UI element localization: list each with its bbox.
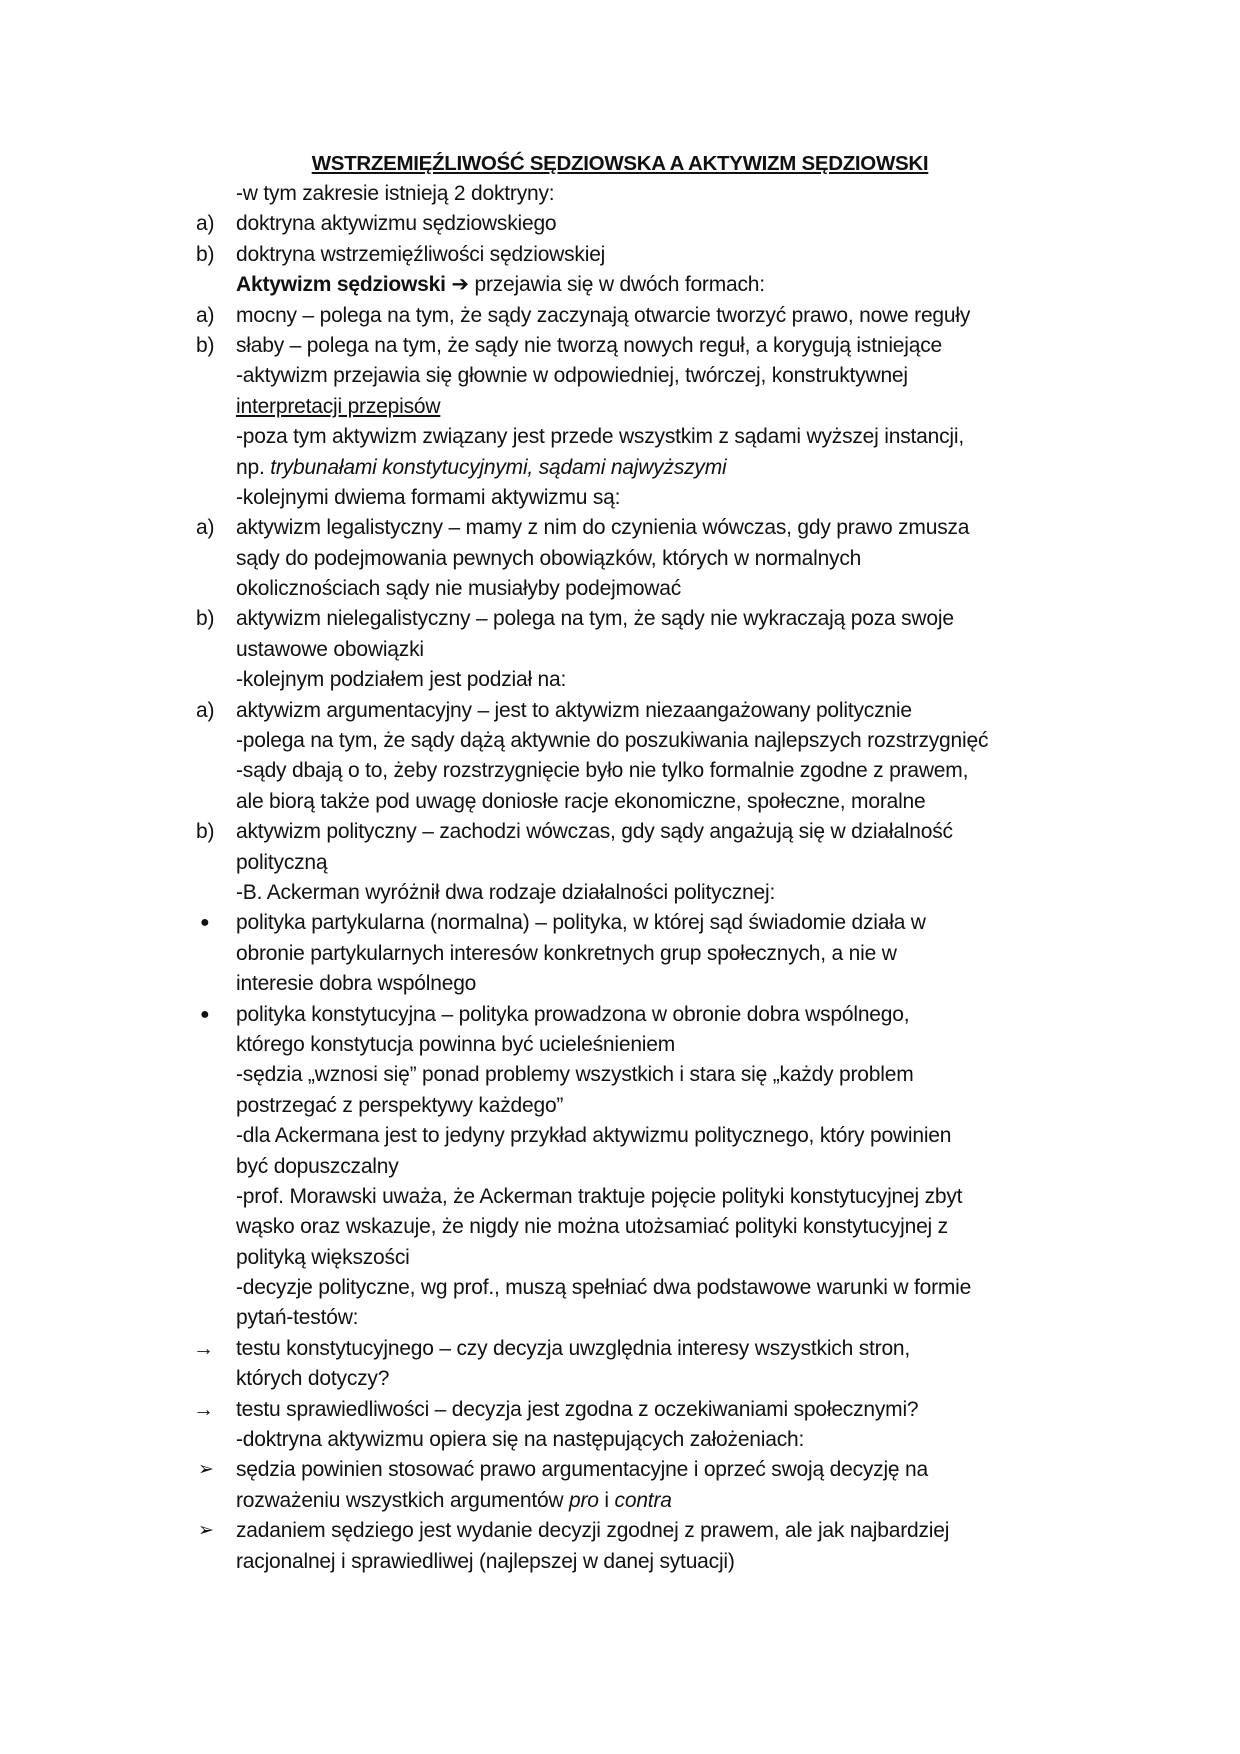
text-line: -B. Ackerman wyróżnił dwa rodzaje działalności politycznej: — [236, 880, 776, 904]
text-line: obronie partykularnych interesów konkretnych grup społecznych, a nie w — [236, 941, 897, 965]
text-line — [196, 392, 1076, 422]
list-marker-b: b) — [196, 820, 215, 844]
text-line: -w tym zakresie istnieją 2 doktryny: — [236, 182, 555, 205]
triangle-bullet-icon: ➢ — [198, 1520, 214, 1542]
list-item-a: a) doktryna aktywizmu sędziowskiego — [196, 209, 1076, 239]
arrow-item: → testu sprawiedliwości – decyzja jest zgodna z oczekiwaniami społecznymi? — [196, 1395, 1076, 1425]
list-marker-a: a) — [196, 212, 215, 236]
bullet-icon: ● — [200, 1005, 210, 1023]
document-body — [193, 179, 1076, 1577]
section-heading-aktywizm: Aktywizm sędziowski ➔ przejawia się w dwóch formach: — [236, 273, 765, 297]
list-marker-b: b) — [196, 607, 215, 631]
text-line: okolicznościach sądy nie musiałyby podejmować — [236, 577, 682, 601]
text-line: ale biorą także pod uwagę doniosłe racje ekonomiczne, społeczne, moralne — [236, 789, 926, 813]
text-line: interesie dobra wspólnego — [236, 972, 477, 996]
arrow-right-icon: → — [193, 1336, 214, 1360]
text-line: rozważeniu wszystkich argumentów pro i contra — [236, 1488, 672, 1512]
text-line: -kolejnymi dwiema formami aktywizmu są: — [236, 485, 621, 509]
arrow-item: → testu konstytucyjnego – czy decyzja uwzględnia interesy wszystkich stron, — [196, 1334, 1076, 1364]
list-marker-b: b) — [196, 333, 215, 357]
list-item-b: b) aktywizm nielegalistyczny – polega na tym, że sądy nie wykraczają poza swoje — [196, 604, 1076, 634]
list-marker-a: a) — [196, 698, 215, 722]
list-marker-a: a) — [196, 303, 215, 327]
text-line: -kolejnym podziałem jest podział na: — [236, 668, 567, 692]
text-line: których dotyczy? — [236, 1367, 390, 1391]
text-line: -poza tym aktywizm związany jest przede wszystkim z sądami wyższej instancji, — [236, 425, 964, 449]
text-line: być dopuszczalny — [236, 1154, 399, 1178]
text-line: -aktywizm przejawia się głownie w odpowiedniej, twórczej, konstruktywnej — [236, 364, 908, 388]
text-line: -sędzia „wznosi się” ponad problemy wszystkich i stara się „każdy problem — [236, 1063, 914, 1087]
text-line: którego konstytucja powinna być ucieleśnieniem — [236, 1032, 676, 1056]
triangle-bullet-icon: ➢ — [198, 1459, 214, 1481]
text-line: -polega na tym, że sądy dążą aktywnie do poszukiwania najlepszych rozstrzygnięć — [236, 729, 989, 753]
underlined-phrase: interpretacji przepisów — [236, 394, 441, 418]
list-marker-b: b) — [196, 242, 215, 266]
text-line: polityczną — [236, 850, 328, 874]
text-line: np. trybunałami konstytucyjnymi, sądami najwyższymi — [236, 455, 727, 479]
text-line: ustawowe obowiązki — [236, 637, 424, 661]
list-item-b: b) słaby – polega na tym, że sądy nie tworzą nowych reguł, a korygują istniejące — [196, 331, 1076, 361]
list-marker-a: a) — [196, 516, 215, 540]
text-line: -sądy dbają o to, żeby rozstrzygnięcie było nie tylko formalnie zgodne z prawem, — [236, 759, 969, 783]
bold-arrow-icon: ➔ — [451, 273, 469, 297]
bullet-item: ● polityka konstytucyjna – polityka prowadzona w obronie dobra wspólnego, — [196, 1000, 1076, 1030]
bullet-icon: ● — [200, 914, 210, 932]
text-line: racjonalnej i sprawiedliwej (najlepszej w danej sytuacji) — [236, 1549, 735, 1573]
text-line: sądy do podejmowania pewnych obowiązków, których w normalnych — [236, 546, 862, 570]
document-title: WSTRZEMIĘŹLIWOŚĆ SĘDZIOWSKA A AKTYWIZM SĘDZIOWSKI — [311, 152, 929, 175]
text-line: -decyzje polityczne, wg prof., muszą spełniać dwa podstawowe warunki w formie — [236, 1276, 972, 1300]
triangle-item: ➢ zadaniem sędziego jest wydanie decyzji zgodnej z prawem, ale jak najbardziej — [196, 1516, 1076, 1546]
list-item-b: b) aktywizm polityczny – zachodzi wówczas, gdy sądy angażują się w działalność — [196, 817, 1076, 847]
text-line: -dla Ackermana jest to jedyny przykład aktywizmu politycznego, który powinien — [236, 1124, 952, 1148]
text-line: -prof. Morawski uważa, że Ackerman traktuje pojęcie polityki konstytucyjnej zbyt — [236, 1184, 963, 1208]
bullet-item: ● polityka partykularna (normalna) – polityka, w której sąd świadomie działa w — [196, 908, 1076, 938]
triangle-item: ➢ sędzia powinien stosować prawo argumentacyjne i oprzeć swoją decyzję na — [196, 1455, 1076, 1485]
text-line: polityką większości — [236, 1245, 410, 1269]
text-line: -doktryna aktywizmu opiera się na następujących założeniach: — [236, 1428, 805, 1452]
list-item-b: b) doktryna wstrzemięźliwości sędziowskiej — [196, 240, 1076, 270]
arrow-right-icon: → — [193, 1397, 214, 1421]
list-item-a: a) mocny – polega na tym, że sądy zaczynają otwarcie tworzyć prawo, nowe reguły — [196, 301, 1076, 331]
list-item-a: a) aktywizm legalistyczny – mamy z nim do czynienia wówczas, gdy prawo zmusza — [196, 513, 1076, 543]
text-line: wąsko oraz wskazuje, że nigdy nie można utożsamiać polityki konstytucyjnej z — [236, 1215, 948, 1239]
text-line: pytań-testów: — [236, 1306, 359, 1330]
text-line: postrzegać z perspektywy każdego” — [236, 1093, 564, 1117]
list-item-a: a) aktywizm argumentacyjny – jest to aktywizm niezaangażowany politycznie — [196, 696, 1076, 726]
